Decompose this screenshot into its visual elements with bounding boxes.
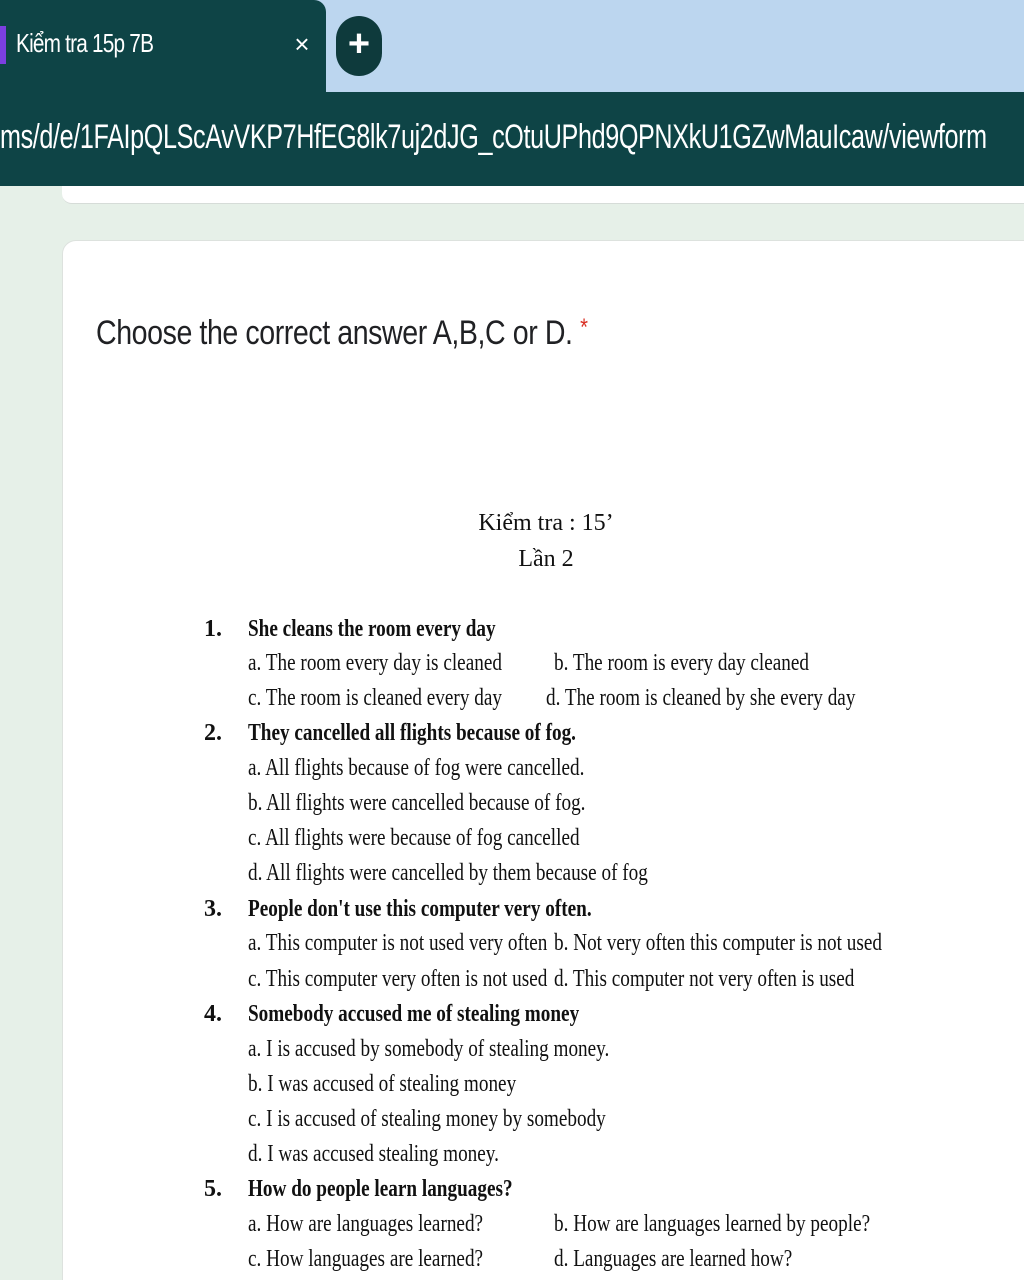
previous-card xyxy=(62,186,1024,204)
option: a. The room every day is cleaned xyxy=(248,650,502,676)
item-text: How do people learn languages? xyxy=(248,1176,513,1202)
option: c. This computer very often is not used xyxy=(248,966,548,992)
option: c. All flights were because of fog cancelled xyxy=(248,825,580,851)
option: d. All flights were cancelled by them because of fog xyxy=(248,860,648,886)
question-title xyxy=(96,314,587,353)
option: a. All flights because of fog were cancelled. xyxy=(248,755,585,781)
url-text[interactable]: ms/d/e/1FAIpQLScAvVKP7HfEG8lk7uj2dJG_cOtuUPhd9QPNXkU1GZwMauIcaw/viewform xyxy=(0,118,987,156)
question-image xyxy=(96,480,996,1280)
option: c. How languages are learned? xyxy=(248,1246,484,1272)
option: a. I is accused by somebody of stealing money. xyxy=(248,1036,610,1062)
close-icon[interactable]: × xyxy=(294,29,310,59)
required-mark: * xyxy=(580,314,588,341)
tab-active[interactable] xyxy=(0,0,326,92)
item-text: People don't use this computer very often. xyxy=(248,896,592,922)
address-bar[interactable] xyxy=(0,92,1024,186)
item-number: 5. xyxy=(204,1176,222,1202)
item-number: 1. xyxy=(204,616,222,642)
option: b. How are languages learned by people? xyxy=(554,1211,871,1237)
tab-strip xyxy=(0,0,1024,92)
item-number: 3. xyxy=(204,896,222,922)
new-tab-button[interactable]: + xyxy=(336,16,382,76)
tab-title: Kiểm tra 15p 7B xyxy=(16,28,154,58)
option: d. This computer not very often is used xyxy=(554,966,855,992)
question-text: Choose the correct answer A,B,C or D. xyxy=(96,314,573,352)
option: d. The room is cleaned by she every day xyxy=(546,685,856,711)
item-text: She cleans the room every day xyxy=(248,616,496,642)
item-number: 4. xyxy=(204,1001,222,1027)
tab-favicon xyxy=(0,26,6,64)
item-text: Somebody accused me of stealing money xyxy=(248,1001,580,1027)
option: b. The room is every day cleaned xyxy=(554,650,810,676)
option: a. This computer is not used very often xyxy=(248,930,548,956)
item-number: 2. xyxy=(204,720,222,746)
option: b. Not very often this computer is not used xyxy=(554,930,882,956)
option: d. I was accused stealing money. xyxy=(248,1141,499,1167)
test-title: Kiểm tra : 15’ xyxy=(478,510,614,536)
option: c. The room is cleaned every day xyxy=(248,685,502,711)
option: c. I is accused of stealing money by somebody xyxy=(248,1106,606,1132)
option: d. Languages are learned how? xyxy=(554,1246,793,1272)
option: b. I was accused of stealing money xyxy=(248,1071,517,1097)
option: a. How are languages learned? xyxy=(248,1211,484,1237)
option: b. All flights were cancelled because of fog. xyxy=(248,790,586,816)
item-text: They cancelled all flights because of fog. xyxy=(248,720,576,746)
test-subtitle: Lần 2 xyxy=(518,546,574,572)
